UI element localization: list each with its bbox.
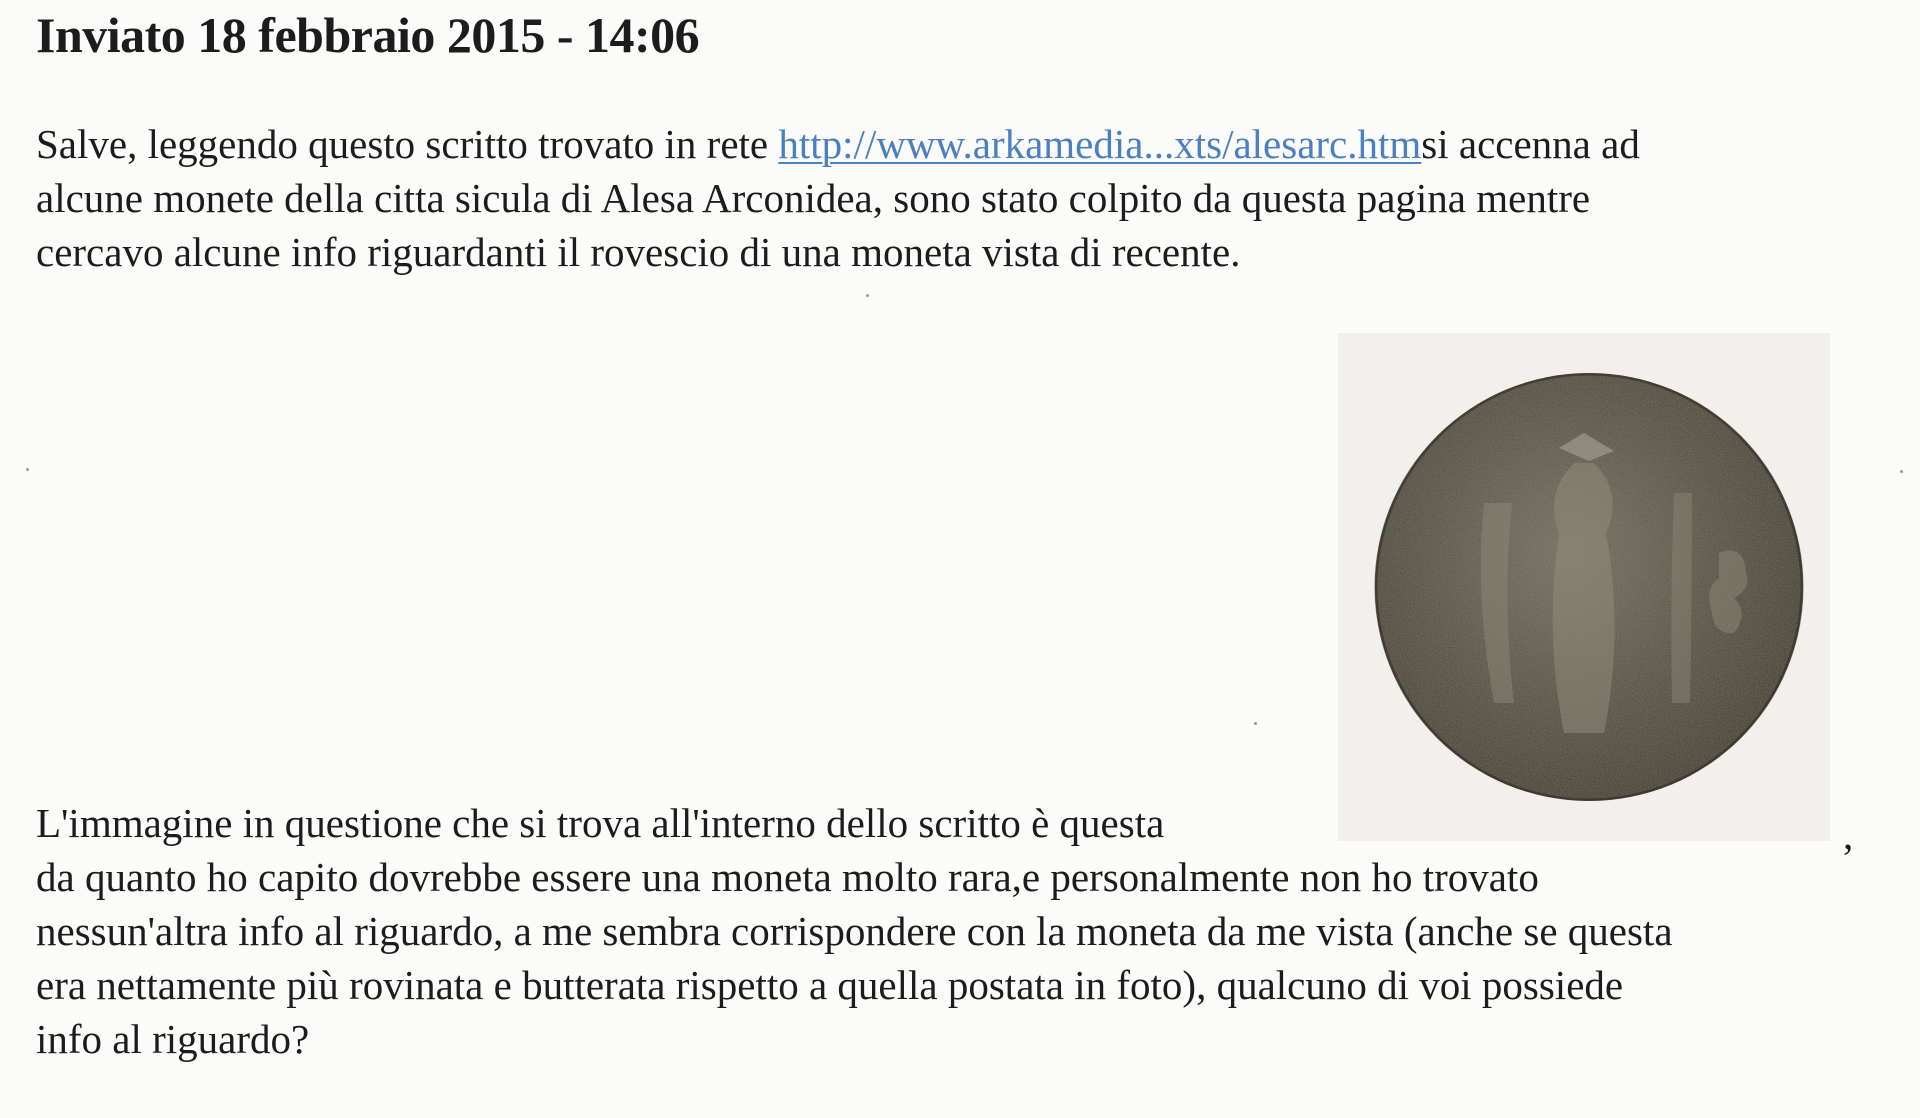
intro-paragraph xyxy=(36,117,1640,279)
scan-speck xyxy=(1254,722,1257,725)
trailing-comma: , xyxy=(1843,812,1854,858)
post-header: Inviato 18 febbraio 2015 - 14:06 xyxy=(36,7,700,63)
scan-speck xyxy=(26,468,29,471)
body-line-4: era nettamente più rovinata e butterata rispetto a quella postata in foto), qualcuno di voi possiede xyxy=(36,962,1624,1008)
body-paragraph xyxy=(36,796,1673,1066)
intro-line-1 xyxy=(36,117,1640,171)
scan-speck xyxy=(866,294,869,297)
body-line-5: info al riguardo? xyxy=(36,1016,310,1062)
intro-text-before-link: Salve, leggendo questo scritto trovato in rete xyxy=(36,121,779,167)
body-line-2: da quanto ho capito dovrebbe essere una moneta molto rara,e personalmente non ho trovato xyxy=(36,854,1539,900)
intro-text-after-link: si accenna ad xyxy=(1421,121,1640,167)
source-link[interactable]: http://www.arkamedia...xts/alesarc.htm xyxy=(778,121,1422,167)
intro-line-3: cercavo alcune info riguardanti il rovescio di una moneta vista di recente. xyxy=(36,229,1241,275)
coin-image xyxy=(1338,333,1830,841)
body-line-3: nessun'altra info al riguardo, a me sembra corrispondere con la moneta da me vista (anche se questa xyxy=(36,908,1673,954)
intro-line-2: alcune monete della citta sicula di Alesa Arconidea, sono stato colpito da questa pagina mentre xyxy=(36,175,1591,221)
coin-photo xyxy=(1374,373,1804,801)
scan-speck xyxy=(1900,470,1903,473)
body-line-1: L'immagine in questione che si trova all'interno dello scritto è questa xyxy=(36,800,1165,846)
